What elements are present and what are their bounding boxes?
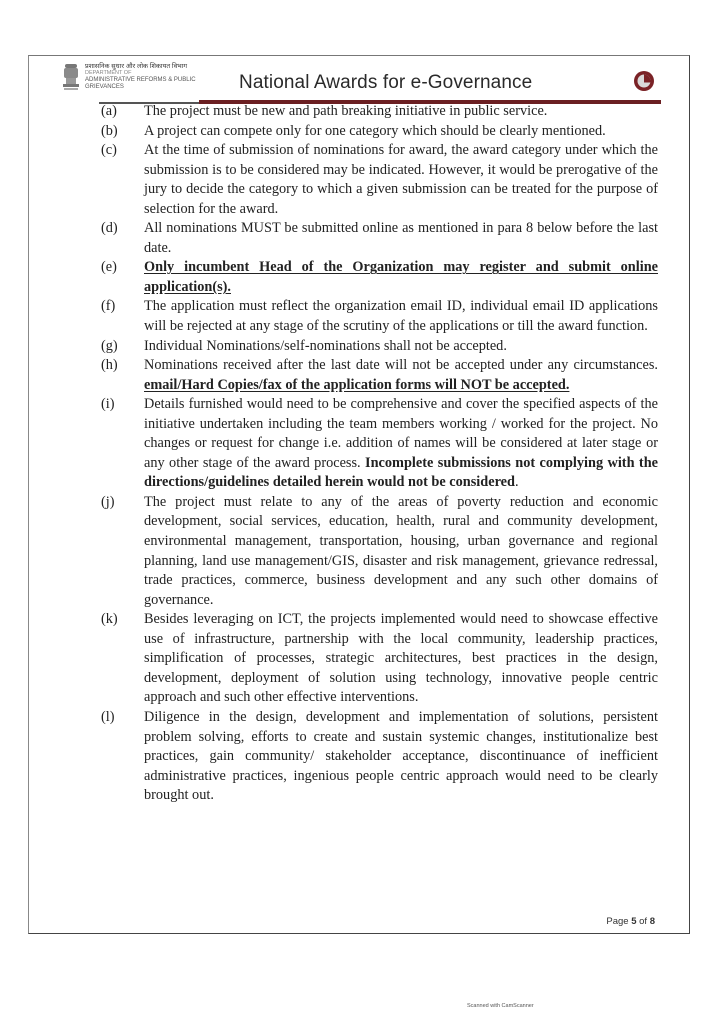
list-item-text bbox=[144, 708, 658, 806]
list-item bbox=[101, 219, 661, 258]
list-item-label: (j) bbox=[101, 493, 115, 510]
list-item bbox=[101, 337, 661, 357]
list-item-label: (h) bbox=[101, 357, 118, 374]
list-item-label: (b) bbox=[101, 122, 118, 139]
emphasized-text: email/Hard Copies/fax of the application forms will NOT be accepted. bbox=[144, 376, 570, 393]
list-item-label: (a) bbox=[101, 103, 117, 119]
page-header bbox=[29, 56, 689, 106]
department-name bbox=[85, 63, 196, 91]
total-pages: 8 bbox=[649, 916, 655, 927]
list-item-label: (l) bbox=[101, 708, 115, 725]
national-emblem-icon bbox=[61, 62, 81, 92]
department-name-hindi: प्रशासनिक सुधार और लोक शिकायत विभाग bbox=[85, 63, 188, 70]
list-item-text bbox=[144, 102, 658, 122]
text-segment: All nominations MUST be submitted online as mentioned in para 8 below before the last date. bbox=[144, 220, 658, 256]
text-segment: . bbox=[514, 474, 519, 491]
text-segment: Diligence in the design, development and implementation of solutions, persistent problem solving, efforts to create and sustain systemic changes, institutionalize best practices, gain community/ stakeholder acceptance, discontinuance of inefficient administrative practices, ingenious people centric approach would need to be clearly brought out. bbox=[144, 708, 658, 804]
department-line-1: DEPARTMENT OF bbox=[85, 70, 132, 76]
text-segment: The application must reflect the organization email ID, individual email ID applications will be rejected at any stage of the scrutiny of the applications or till the award function. bbox=[144, 298, 658, 335]
list-item-label: (f) bbox=[101, 298, 116, 315]
list-item-text bbox=[144, 219, 658, 258]
emphasized-text: Incomplete submissions not complying with the directions/guidelines detailed herein would not be considered bbox=[144, 454, 658, 491]
text-segment: Details furnished would need to be comprehensive and cover the specified aspects of the initiative undertaken including the team members working / worked for the project. No changes or request for change i.e. addition of names will be considered at later stage or any other stage of the award process. bbox=[144, 396, 658, 471]
list-item-label: (g) bbox=[101, 337, 118, 354]
list-item-label: (k) bbox=[101, 611, 118, 628]
list-item-text bbox=[144, 356, 658, 395]
list-item bbox=[101, 708, 661, 806]
scanner-watermark: Scanned with CamScanner bbox=[467, 1003, 534, 1009]
list-item-text bbox=[144, 610, 658, 708]
list-item bbox=[101, 493, 661, 610]
list-item-text bbox=[144, 258, 658, 297]
list-item bbox=[101, 356, 661, 395]
list-item bbox=[101, 395, 661, 493]
list-item-label: (e) bbox=[101, 259, 117, 276]
list-item-text bbox=[144, 395, 658, 493]
list-item bbox=[101, 102, 661, 122]
list-item-text bbox=[144, 122, 658, 142]
page-title: National Awards for e-Governance bbox=[239, 72, 533, 93]
text-segment: Individual Nominations/self-nominations shall not be accepted. bbox=[144, 337, 507, 354]
list-item bbox=[101, 141, 661, 219]
department-line-3: GRIEVANCES bbox=[85, 84, 124, 90]
list-item-label: (i) bbox=[101, 396, 115, 413]
text-segment: The project must be new and path breaking initiative in public service. bbox=[144, 103, 548, 119]
guidelines-list bbox=[101, 102, 661, 806]
list-item bbox=[101, 122, 661, 142]
text-segment: Nominations received after the last date will not be accepted under any circumstances. bbox=[144, 357, 658, 374]
list-item-text bbox=[144, 337, 658, 357]
list-item bbox=[101, 610, 661, 708]
egov-logo-icon bbox=[633, 70, 655, 92]
list-item-text bbox=[144, 297, 658, 336]
page-number: Page 5 of 8 bbox=[606, 916, 655, 927]
document-page bbox=[28, 55, 690, 934]
list-item-text bbox=[144, 493, 658, 610]
text-segment: A project can compete only for one category which should be clearly mentioned. bbox=[144, 122, 606, 139]
list-item-label: (d) bbox=[101, 220, 118, 237]
text-segment: Besides leveraging on ICT, the projects implemented would need to showcase effective use of infrastructure, partnership with the local community, leadership practices, simplification of processes, strategic architectures, best practices in the design, development, deployment of solution using technology, innovative people centric approach and such other effective interventions. bbox=[144, 611, 658, 706]
current-page: 5 bbox=[631, 916, 637, 927]
list-item-label: (c) bbox=[101, 142, 117, 159]
emphasized-text: Only incumbent Head of the Organization may register and submit online application(s). bbox=[144, 259, 658, 295]
text-segment: The project must relate to any of the areas of poverty reduction and economic development, social services, education, health, rural and community development, environmental management, transportation, housing, urban governance and regional planning, land use management/GIS, disaster and risk management, grievance redressal, trade practices, commerce, business development and any such other domains of governance. bbox=[144, 493, 658, 608]
list-item bbox=[101, 258, 661, 297]
list-item-text bbox=[144, 141, 658, 219]
list-item bbox=[101, 297, 661, 336]
department-line-2: ADMINISTRATIVE REFORMS & PUBLIC bbox=[85, 77, 196, 83]
text-segment: At the time of submission of nominations for award, the award category under which the submission is to be considered may be indicated. However, it would be prerogative of the jury to decide the category to which a given submission can be treated for the purpose of selection for the award. bbox=[144, 142, 658, 217]
